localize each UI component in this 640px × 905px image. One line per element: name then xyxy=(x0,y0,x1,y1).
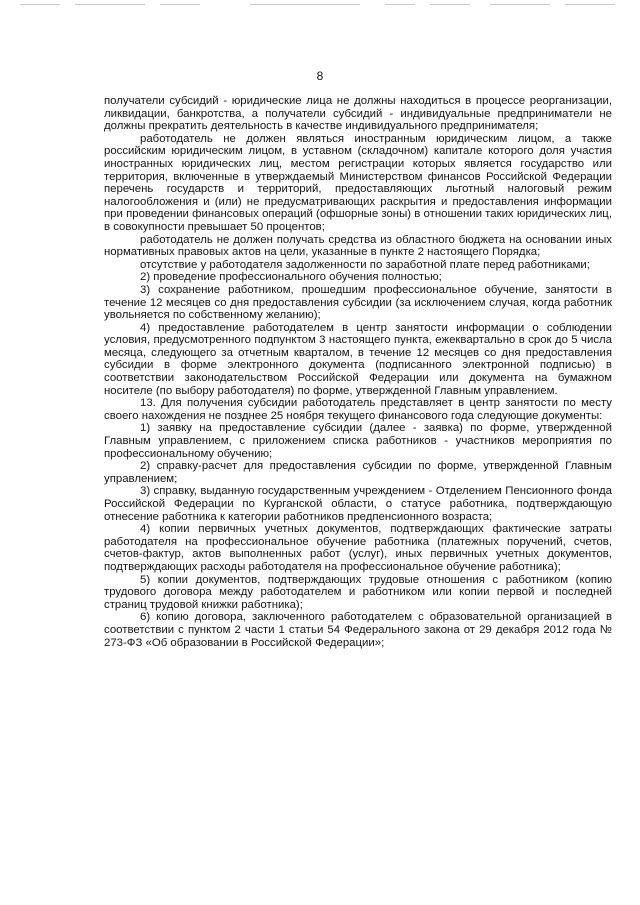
paragraph-document-2: 2) справку-расчет для предоставления субсидии по форме, утвержденной Главным управлением; xyxy=(104,460,612,485)
paragraph-legal-entity-status: получатели субсидий - юридические лица не должны находиться в процессе реорганизации, ликвидации, банкротства, а получатели субсидий - индивидуальные предприниматели не должны прекратить деятельность в качестве индивидуального предпринимателя; xyxy=(104,95,612,133)
paragraph-wage-arrears: отсутствие у работодателя задолженности по заработной плате перед работниками; xyxy=(140,258,590,271)
paragraph-document-6: 6) копию договора, заключенного работодателем с образовательной организацией в соответствии с пунктом 2 части 1 статьи 54 Федерального закона от 29 декабря 2012 года № 273-ФЗ «Об образовании в Российской Федерации»; xyxy=(104,611,612,649)
paragraph-document-1: 1) заявку на предоставление субсидии (далее - заявка) по форме, утвержденной Главным управлением, с приложением списка работников - участников мероприятия по профессиональному обучению; xyxy=(104,422,612,460)
document-body xyxy=(104,95,612,649)
paragraph-regional-budget: работодатель не должен получать средства из областного бюджета на основании иных нормативных правовых актов на цели, указанные в пункте 2 настоящего Порядка; xyxy=(104,233,612,259)
paragraph-foreign-entity: работодатель не должен являться иностранным юридическим лицом, а также российским юридическим лицом, в уставном (складочном) капитале которого доля участия иностранных юридических лиц, местом регистрации которых является государство или территория, включенные в утверждаемый Министерством финансов Российской Федерации перечень государств и территорий, предоставляющих льготный налоговый режим налогообложения и (или) не предусматривающих раскрытия и предоставления информации при проведении финансовых операций (офшорные зоны) в отношении таких юридических лиц, в совокупности превышает 50 процентов; xyxy=(104,132,612,233)
paragraph-condition-3: 3) сохранение работником, прошедшим профессиональное обучение, занятости в течение 12 месяцев со дня предоставления субсидии (за исключением случая, когда работник увольняется по собственному желанию); xyxy=(104,283,612,322)
paragraph-document-3: 3) справку, выданную государственным учреждением - Отделением Пенсионного фонда Российской Федерации по Курганской области, о статусе работника, подтверждающую отнесение работника к категории работников предпенсионного возраста; xyxy=(104,485,612,523)
paragraph-condition-2: 2) проведение профессионального обучения полностью; xyxy=(140,271,442,284)
paragraph-document-5: 5) копии документов, подтверждающих трудовые отношения с работником (копию трудового договора между работодателем и работником или копии первой и последней страниц трудовой книжки работника); xyxy=(104,573,612,611)
scan-artifact-top xyxy=(20,3,620,7)
paragraph-document-4: 4) копии первичных учетных документов, подтверждающих фактические затраты работодателя на профессиональное обучение работника (платежных поручений, счетов, счетов-фактур, актов выполненных работ (услуг), иных первичных учетных документов, подтверждающих расходы работодателя на профессиональное обучение работника); xyxy=(104,523,612,573)
page-number: 8 xyxy=(316,69,324,83)
paragraph-condition-4: 4) предоставление работодателем в центр занятости информации о соблюдении условия, предусмотренного подпунктом 3 настоящего пункта, ежеквартально в срок до 5 числа месяца, следующего за отчетным кварталом, в течение 12 месяцев со дня предоставления субсидии в форме электронного документа (подписанного электронной подписью) в соответствии законодательством Российской Федерации или документа на бумажном носителе (по выбору работодателя) по форме, утвержденной Главным управлением. xyxy=(104,321,612,397)
paragraph-section-13: 13. Для получения субсидии работодатель представляет в центр занятости по месту своего нахождения не позднее 25 ноября текущего финансового года следующие документы: xyxy=(104,397,612,422)
